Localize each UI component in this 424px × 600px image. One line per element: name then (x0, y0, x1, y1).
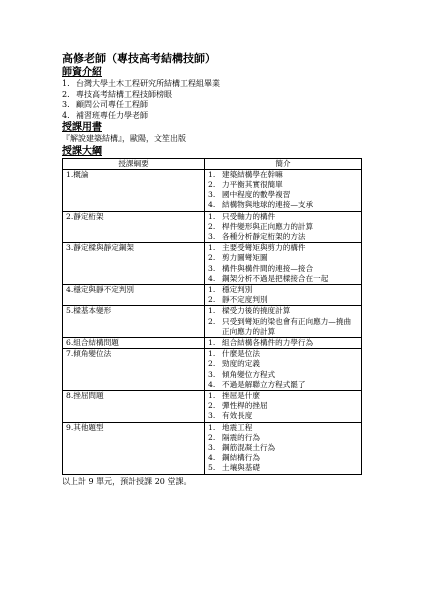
table-row (63, 169, 362, 211)
summary-item-number: 1. (208, 349, 216, 359)
summary-item-text: 彈性桿的挫屈 (222, 401, 268, 411)
topic-cell: 3.靜定樑與靜定鋼架 (63, 243, 205, 285)
topic-cell: 4.穩定與靜不定判別 (63, 284, 205, 305)
page-title: 高修老師（專技高考結構技師） (62, 52, 216, 65)
summary-item-number: 4. (208, 200, 216, 210)
footer-note: 以上計 9 單元，預計授課 20 堂課。 (62, 476, 192, 486)
table-row (63, 243, 362, 285)
summary-item-number: 3. (208, 231, 216, 241)
profile-item-number: 3. (62, 100, 70, 109)
summary-cell (205, 306, 362, 338)
summary-item-number: 2. (208, 179, 216, 189)
summary-item-number: 1. (208, 337, 216, 347)
summary-item-number: 4. (208, 273, 216, 283)
summary-item-number: 4. (208, 379, 216, 389)
profile-item-number: 1. (62, 79, 70, 88)
summary-item-text: 勁度的定義 (222, 359, 260, 369)
summary-item (208, 433, 358, 443)
summary-item (208, 359, 358, 369)
summary-item (208, 170, 358, 180)
summary-item-text: 什麼是位法 (222, 349, 260, 359)
summary-item-text: 鋼筋混凝土行為 (222, 442, 276, 452)
profile-item-text: 專技高考結構工程技師榜眼 (76, 89, 172, 99)
summary-item-text: 傾角變位方程式 (222, 369, 276, 379)
summary-item-number: 3. (208, 411, 216, 421)
profile-item (62, 111, 362, 122)
summary-cell (205, 211, 362, 243)
profile-item-number: 4. (62, 110, 70, 120)
summary-item (208, 380, 358, 390)
summary-item-text: 桿件變形與正向應力的計算 (222, 221, 314, 231)
outline-heading: 授課大綱 (62, 145, 102, 157)
summary-item-text: 只受軸力的構件 (222, 211, 276, 221)
summary-item (208, 212, 358, 222)
summary-cell (205, 337, 362, 348)
table-row (63, 349, 362, 391)
summary-item-text: 只受到彎矩的梁也會有正向應力—撓曲正向應力的計算 (222, 316, 352, 336)
outline-header-row (63, 158, 362, 169)
profile-item-text: 台灣大學土木工程研究所結構工程組畢業 (76, 79, 220, 88)
profile-list (62, 79, 362, 121)
summary-item (208, 264, 358, 274)
summary-item (208, 243, 358, 253)
summary-item (208, 401, 358, 411)
summary-item-text: 土壤與基礎 (222, 463, 260, 473)
summary-item-number: 2. (208, 253, 216, 263)
topic-cell: 7.傾角變位法 (63, 349, 205, 391)
summary-item-text: 穩定判別 (222, 284, 253, 294)
summary-item-text: 有效長度 (222, 411, 253, 421)
summary-item-text: 主要受彎矩與剪力的構件 (222, 243, 306, 253)
table-row (63, 284, 362, 305)
topic-cell: 6.組合結構問題 (63, 337, 205, 348)
summary-item-text: 構件與構件間的連接—接合 (222, 263, 314, 273)
outline-col-summary: 簡介 (205, 158, 362, 169)
table-row (63, 390, 362, 422)
summary-item (208, 349, 358, 359)
summary-item-text: 剪力圖彎矩圖 (222, 253, 268, 263)
summary-cell (205, 169, 362, 211)
summary-item (208, 453, 358, 463)
summary-item-number: 2. (208, 295, 216, 305)
profile-heading: 師資介紹 (62, 67, 102, 78)
summary-item-number: 3. (208, 442, 216, 452)
summary-item-number: 1. (208, 306, 216, 316)
summary-item-text: 鋼架分析不過是把樑接合在一起 (222, 273, 329, 283)
outline-col-topic: 授課綱要 (63, 158, 205, 169)
summary-item (208, 443, 358, 453)
summary-item-number: 2. (208, 359, 216, 369)
summary-item (208, 253, 358, 263)
summary-item (208, 463, 358, 473)
summary-item (208, 190, 358, 200)
outline-table (62, 158, 362, 475)
summary-item-number: 1. (208, 169, 216, 179)
summary-item-text: 各種分析靜定桁架的方法 (222, 231, 306, 241)
profile-item (62, 90, 362, 101)
summary-item-number: 1. (208, 243, 216, 253)
summary-item-text: 靜不定度判別 (222, 295, 268, 305)
summary-item (208, 295, 358, 305)
summary-item-text: 挫屈是什麼 (222, 390, 260, 400)
summary-item-number: 4. (208, 453, 216, 463)
summary-item-number: 3. (208, 263, 216, 273)
table-row (63, 211, 362, 243)
summary-item-number: 2. (208, 432, 216, 442)
summary-item (208, 306, 358, 316)
summary-item-number: 1. (208, 211, 216, 221)
table-row (63, 337, 362, 348)
profile-item-text: 顧問公司專任工程師 (76, 100, 148, 109)
textbook-heading: 授課用書 (62, 122, 102, 133)
summary-cell (205, 243, 362, 285)
topic-cell: 2.靜定桁架 (63, 211, 205, 243)
summary-item-number: 2. (208, 316, 216, 326)
summary-item-number: 1. (208, 284, 216, 294)
summary-item (208, 180, 358, 190)
summary-item-number: 2. (208, 221, 216, 231)
summary-item (208, 274, 358, 284)
summary-item-text: 隔震的行為 (222, 432, 260, 442)
summary-item-number: 1. (208, 390, 216, 400)
summary-item (208, 338, 358, 348)
summary-item (208, 370, 358, 380)
summary-cell (205, 284, 362, 305)
profile-item-text: 補習班專任力學老師 (76, 110, 148, 120)
summary-item-text: 結構物與地球的連接—支承 (222, 200, 314, 210)
table-row (63, 422, 362, 474)
summary-item-number: 1. (208, 422, 216, 432)
summary-item-text: 不過是解聯立方程式罷了 (222, 379, 306, 389)
document-page (62, 52, 362, 488)
summary-item (208, 411, 358, 421)
textbook-text: 『解說建築結構』，歐陽，文笙出版 (62, 134, 186, 143)
summary-item-text: 鋼結構行為 (222, 453, 260, 463)
profile-item (62, 79, 362, 90)
topic-cell: 8.挫屈問題 (63, 390, 205, 422)
profile-item-number: 2. (62, 89, 70, 99)
summary-item (208, 222, 358, 232)
topic-cell: 9.其他題型 (63, 422, 205, 474)
summary-item-number: 5. (208, 463, 216, 473)
topic-cell: 1.概論 (63, 169, 205, 211)
topic-cell: 5.樑基本變形 (63, 306, 205, 338)
summary-item-text: 國中程度的數學複習 (222, 190, 291, 200)
profile-item (62, 100, 362, 111)
summary-item-text: 樑受力後的撓度計算 (222, 306, 291, 316)
summary-item-number: 3. (208, 369, 216, 379)
summary-item-number: 3. (208, 190, 216, 200)
summary-item-text: 建築結構學在幹嘛 (222, 169, 283, 179)
summary-cell (205, 422, 362, 474)
summary-cell (205, 390, 362, 422)
summary-item (208, 232, 358, 242)
summary-item-text: 組合結構各構件的力學行為 (222, 337, 314, 347)
table-row (63, 306, 362, 338)
summary-item-text: 地震工程 (222, 422, 253, 432)
summary-item (208, 423, 358, 433)
summary-cell (205, 349, 362, 391)
summary-item (208, 317, 358, 337)
summary-item-number: 2. (208, 401, 216, 411)
summary-item (208, 391, 358, 401)
summary-item (208, 285, 358, 295)
summary-item (208, 200, 358, 210)
summary-item-text: 力平衡其實很簡單 (222, 179, 283, 189)
